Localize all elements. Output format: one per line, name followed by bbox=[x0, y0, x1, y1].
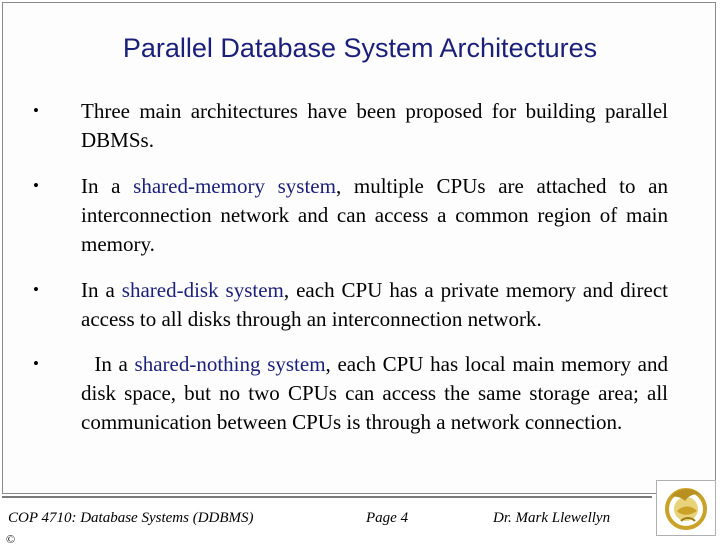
pegasus-logo-icon bbox=[657, 481, 715, 535]
footer-author: Dr. Mark Llewellyn bbox=[493, 510, 611, 526]
bullet-3-text bbox=[81, 276, 668, 334]
bullet-3-pre: In a bbox=[81, 278, 122, 302]
bullet-1-pre: Three main architectures have been proposed for building parallel DBMSs. bbox=[81, 99, 668, 152]
bullet-marker: • bbox=[33, 176, 39, 195]
bullet-marker: • bbox=[33, 101, 39, 120]
bullet-3-post: , each CPU has a private memory and direct access to all disks through an interconnection network. bbox=[81, 278, 668, 331]
footer-page-number: Page 4 bbox=[366, 510, 409, 526]
slide bbox=[2, 2, 716, 494]
university-logo bbox=[656, 480, 716, 536]
bullet-4-term: shared-nothing system bbox=[134, 352, 326, 376]
bullet-2-pre: In a bbox=[81, 174, 134, 198]
footer bbox=[0, 494, 720, 540]
bullet-1-text bbox=[81, 97, 668, 155]
copyright-symbol: © bbox=[6, 532, 16, 546]
footer-divider bbox=[2, 496, 652, 498]
bullet-4-post: , each CPU has local main memory and disk space, but no two CPUs can access the same storage area; all communication between CPUs is through a network connection. bbox=[81, 352, 668, 434]
bullet-2-term: shared-memory system bbox=[133, 174, 336, 198]
bullet-3-term: shared-disk system bbox=[121, 278, 284, 302]
bullet-marker: • bbox=[33, 280, 39, 299]
bullet-4-text bbox=[81, 350, 668, 437]
footer-course: COP 4710: Database Systems (DDBMS) bbox=[8, 510, 254, 526]
bullet-marker: • bbox=[33, 354, 39, 373]
bullet-4-pre: In a bbox=[81, 352, 135, 376]
bullet-2-post: , multiple CPUs are attached to an interconnection network and can access a common region of main memory. bbox=[81, 174, 668, 256]
slide-title: Parallel Database System Architectures bbox=[122, 33, 598, 63]
bullet-2-text bbox=[81, 172, 668, 259]
